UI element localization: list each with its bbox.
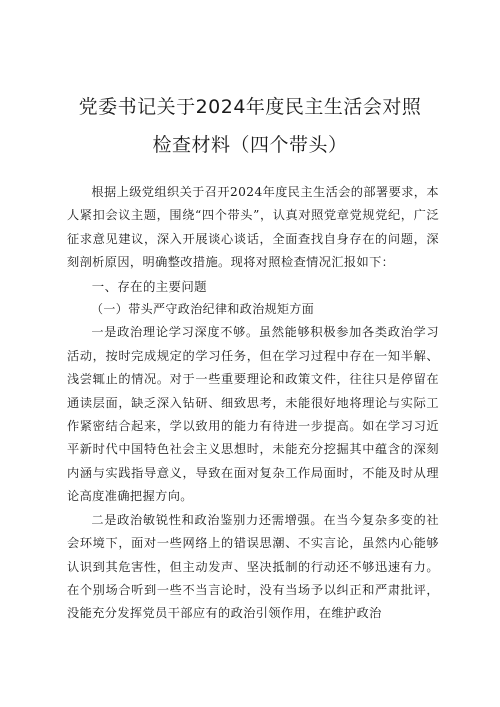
section-heading: 一、存在的主要问题 bbox=[91, 278, 207, 294]
body-paragraph-1: 一是政治理论学习深度不够。虽然能够积极参加各类政治学习活动，按时完成规定的学习任务，但在学习过程中存在一知半解、浅尝辄止的情况。对于一些重要理论和政策文件，往往只是停留在通读层面，缺乏深入钻研、细致思考，未能很好地将理论与实际工作紧密结合起来，学以致用的能力有待进一步提高。如在学习习近平新时代中国特色社会主义思想时，未能充分挖掘其中蕴含的深刻内涵与实践指导意义，导致在面对复杂工作局面时，不能及时从理论高度准确把握方向。 bbox=[67, 325, 439, 504]
subsection-heading: （一）带头严守政治纪律和政治规矩方面 bbox=[91, 302, 315, 317]
body-paragraph-2: 二是政治敏锐性和政治鉴别力还需增强。在当今复杂多变的社会环境下，面对一些网络上的错误思潮、不实言论，虽然内心能够认识到其危害性，但主动发声、坚决抵制的行动还不够迅速有力。在个别场合听到一些不当言论时，没有当场予以纠正和严肃批评，没能充分发挥党员干部应有的政治引领作用，在维护政治 bbox=[67, 512, 439, 621]
intro-paragraph: 根据上级党组织关于召开2024年度民主生活会的部署要求，本人紧扣会议主题，围绕“四个带头”，认真对照党章党规党纪，广泛征求意见建议，深入开展谈心谈话，全面查找自身存在的问题，深刻剖析原因，明确整改措施。现将对照检查情况汇报如下： bbox=[67, 185, 439, 270]
document-title-line1: 党委书记关于2024年度民主生活会对照 bbox=[78, 96, 422, 118]
document-body bbox=[67, 181, 439, 626]
document-title-line2: 检查材料（四个带头） bbox=[152, 134, 348, 156]
